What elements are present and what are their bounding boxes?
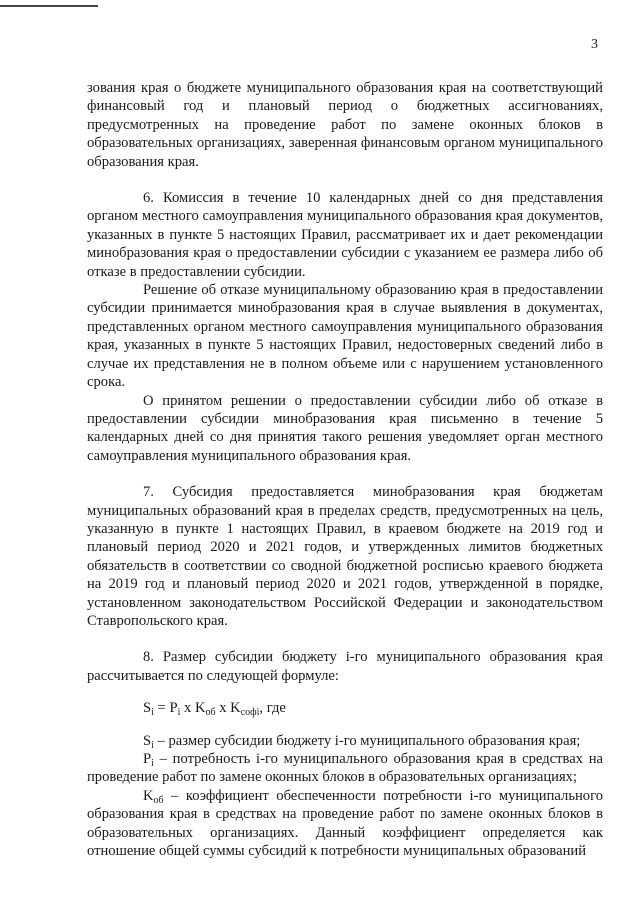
paragraph-7: 7. Субсидия предоставляется минобразования края бюджетам муниципальных образований края в пределах средств, предусмотренных на цель, указанную в пункте 1 настоящих Правил, в краевом бюджете на 2019 год и плановый период 2020 и 2021 годов, и утвержденных лимитов бюджетных обязательств в соответствии со сводной бюджетной росписью краевого бюджета на 2019 год и плановый период 2020 и 2021 годов, утвержденной в порядке, установленном законодательством Российской Федерации и законодательством Ставропольского края. — [87, 484, 603, 629]
paragraph-continuation: зования края о бюджете муниципального образования края на соответствующий финансовый год и плановый период о бюджетных ассигнованиях, предусмотренных на проведение работ по замене оконных блоков в образовательных организациях, заверенная финансовым органом муниципального образования края. — [87, 80, 603, 170]
scan-edge-line — [0, 5, 98, 7]
formula: $S_i = P_i$ x $K_{об}$ x $K_{софi}$, где — [143, 700, 286, 719]
paragraph-6-3: О принятом решении о предоставлении субсидии либо об отказе в предоставлении субсидии минобразования края письменно в течение 5 календарных дней со дня принятия такого решения уведомляет орган местного самоуправления муниципального образования края. — [87, 392, 603, 464]
definition-k: $K_{об}$ – коэффициент обеспеченности потребности i-го муниципального образования края в средствах на проведение работ по замене оконных блоков в образовательных организациях. Данный коэффициент определяется как отношение общей суммы субсидий к потребности муниципальных образований — [87, 787, 603, 860]
page-number: 3 — [591, 37, 598, 52]
definition-s: $S_i$ – размер субсидии бюджету i-го муниципального образования края; — [143, 732, 581, 751]
paragraph-6-2: Решение об отказе муниципальному образованию края в предоставлении субсидии принимается минобразования края в случае выявления в документах, представленных органом местного самоуправления муниципального образования края, указанных в пункте 5 настоящих Правил, недостоверных сведений либо в случае их представления не в полном объеме или с нарушением установленного срока. — [87, 282, 603, 391]
paragraph-8: 8. Размер субсидии бюджету i-го муниципального образования края рассчитывается по следующей формуле: — [87, 649, 603, 684]
paragraph-6-1: 6. Комиссия в течение 10 календарных дней со дня представления органом местного самоуправления муниципального образования края документов, указанных в пункте 5 настоящих Правил, рассматривает их и дает рекомендации минобразования края о предоставлении субсидии с указанием ее размера либо об отказе в предоставлении субсидии. — [87, 190, 603, 280]
definition-p: $P_i$ – потребность i-го муниципального образования края в средствах на проведение работ по замене оконных блоков в образовательных организациях; — [87, 751, 603, 786]
document-body — [87, 79, 603, 860]
